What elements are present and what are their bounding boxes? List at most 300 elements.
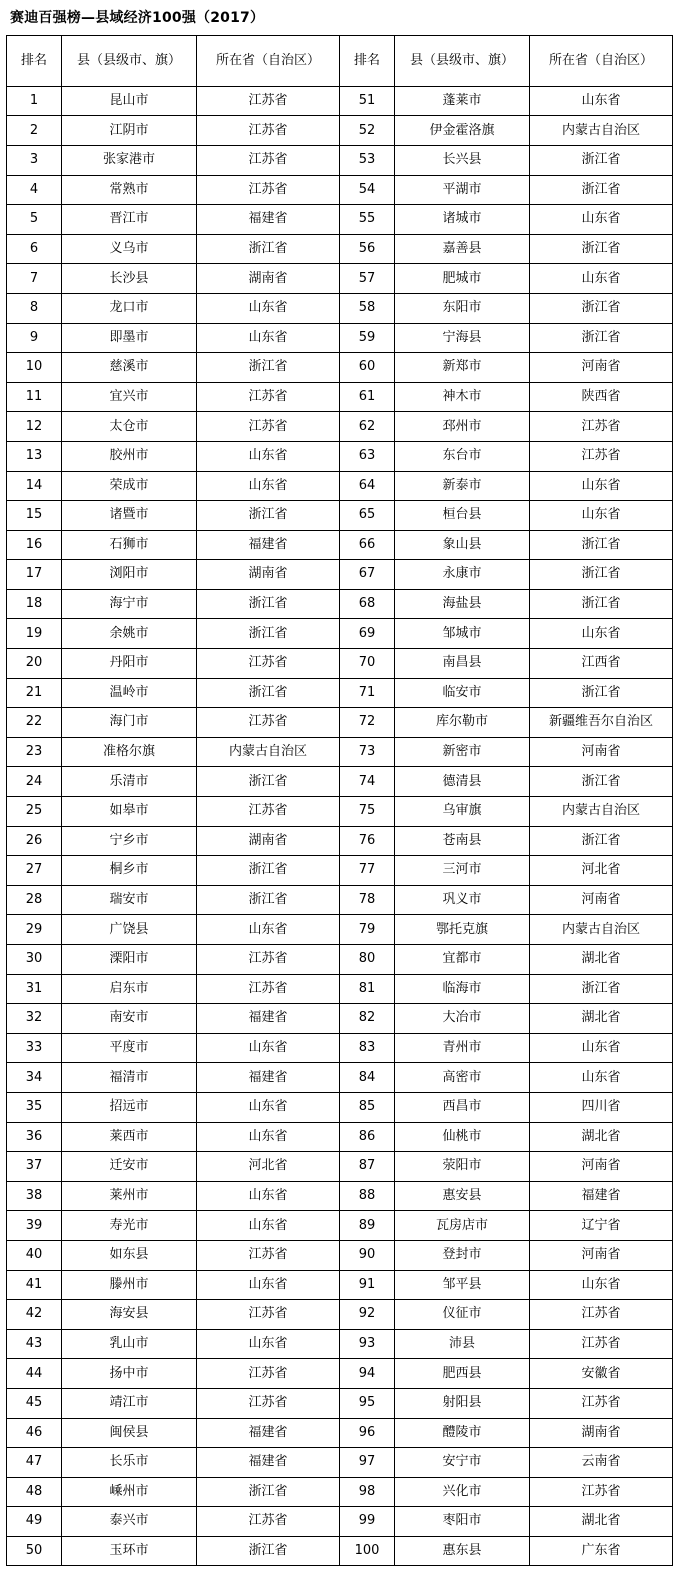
table-row [7,826,673,856]
cell-province-left: 浙江省 [197,353,340,383]
table-row [7,205,673,235]
cell-county-left: 余姚市 [62,619,197,649]
cell-rank-right: 60 [340,353,395,383]
cell-province-right: 山东省 [530,1063,673,1093]
cell-rank-left: 6 [7,234,62,264]
cell-county-right: 乌审旗 [395,797,530,827]
cell-province-left: 浙江省 [197,1536,340,1566]
table-row [7,1240,673,1270]
cell-county-right: 神木市 [395,382,530,412]
table-row [7,501,673,531]
table-row [7,589,673,619]
cell-county-left: 长乐市 [62,1448,197,1478]
cell-rank-right: 77 [340,856,395,886]
cell-province-left: 江苏省 [197,116,340,146]
cell-province-right: 江苏省 [530,412,673,442]
table-row [7,1211,673,1241]
cell-rank-left: 7 [7,264,62,294]
column-header-rank-left: 排名 [7,35,62,86]
cell-rank-left: 31 [7,974,62,1004]
table-row [7,1033,673,1063]
cell-province-left: 江苏省 [197,797,340,827]
header-row [7,35,673,86]
cell-province-right: 河南省 [530,1152,673,1182]
table-row [7,412,673,442]
cell-rank-left: 13 [7,441,62,471]
cell-rank-left: 10 [7,353,62,383]
cell-province-right: 浙江省 [530,560,673,590]
table-row [7,1536,673,1566]
cell-province-left: 山东省 [197,1122,340,1152]
table-row [7,1388,673,1418]
cell-rank-left: 21 [7,678,62,708]
cell-province-left: 江苏省 [197,974,340,1004]
cell-county-right: 临海市 [395,974,530,1004]
cell-county-left: 常熟市 [62,175,197,205]
cell-county-right: 东阳市 [395,293,530,323]
cell-county-right: 三河市 [395,856,530,886]
cell-county-left: 莱州市 [62,1181,197,1211]
cell-province-left: 江苏省 [197,1507,340,1537]
cell-rank-right: 100 [340,1536,395,1566]
cell-rank-left: 32 [7,1004,62,1034]
table-row [7,1270,673,1300]
cell-province-left: 浙江省 [197,234,340,264]
cell-rank-right: 73 [340,737,395,767]
cell-rank-left: 18 [7,589,62,619]
cell-county-left: 南安市 [62,1004,197,1034]
cell-province-left: 江苏省 [197,1240,340,1270]
cell-county-right: 射阳县 [395,1388,530,1418]
cell-county-left: 闽侯县 [62,1418,197,1448]
cell-county-right: 长兴县 [395,145,530,175]
cell-county-right: 荥阳市 [395,1152,530,1182]
table-row [7,1092,673,1122]
cell-province-left: 山东省 [197,1270,340,1300]
cell-rank-right: 63 [340,441,395,471]
table-row [7,708,673,738]
cell-rank-right: 94 [340,1359,395,1389]
cell-county-right: 沛县 [395,1329,530,1359]
cell-province-right: 江苏省 [530,1388,673,1418]
cell-rank-right: 68 [340,589,395,619]
cell-province-left: 江苏省 [197,1388,340,1418]
cell-county-left: 启东市 [62,974,197,1004]
cell-province-right: 河南省 [530,885,673,915]
table-row [7,1300,673,1330]
cell-rank-right: 66 [340,530,395,560]
cell-province-right: 江苏省 [530,1477,673,1507]
cell-rank-left: 39 [7,1211,62,1241]
cell-province-left: 山东省 [197,293,340,323]
cell-rank-right: 70 [340,649,395,679]
table-row [7,1418,673,1448]
cell-province-left: 浙江省 [197,856,340,886]
cell-rank-right: 67 [340,560,395,590]
cell-county-right: 邹平县 [395,1270,530,1300]
cell-rank-left: 28 [7,885,62,915]
cell-rank-right: 99 [340,1507,395,1537]
cell-county-left: 荣成市 [62,471,197,501]
cell-rank-left: 49 [7,1507,62,1537]
cell-county-left: 扬中市 [62,1359,197,1389]
cell-province-left: 山东省 [197,1033,340,1063]
column-header-county-left: 县（县级市、旗） [62,35,197,86]
cell-province-left: 福建省 [197,1004,340,1034]
cell-county-left: 温岭市 [62,678,197,708]
cell-county-right: 仪征市 [395,1300,530,1330]
cell-county-left: 靖江市 [62,1388,197,1418]
cell-rank-left: 40 [7,1240,62,1270]
cell-county-right: 嘉善县 [395,234,530,264]
table-row [7,1477,673,1507]
cell-province-right: 陕西省 [530,382,673,412]
cell-province-right: 内蒙古自治区 [530,116,673,146]
cell-province-right: 山东省 [530,471,673,501]
cell-province-left: 山东省 [197,1329,340,1359]
cell-rank-left: 43 [7,1329,62,1359]
cell-county-left: 宁乡市 [62,826,197,856]
cell-rank-right: 64 [340,471,395,501]
cell-province-left: 浙江省 [197,589,340,619]
cell-county-right: 肥城市 [395,264,530,294]
cell-county-left: 莱西市 [62,1122,197,1152]
cell-rank-left: 44 [7,1359,62,1389]
cell-province-left: 江苏省 [197,1359,340,1389]
cell-rank-right: 62 [340,412,395,442]
cell-county-left: 瑞安市 [62,885,197,915]
cell-county-right: 登封市 [395,1240,530,1270]
table-row [7,293,673,323]
cell-rank-right: 72 [340,708,395,738]
cell-province-left: 江苏省 [197,86,340,116]
cell-county-right: 瓦房店市 [395,1211,530,1241]
cell-rank-right: 76 [340,826,395,856]
cell-rank-right: 87 [340,1152,395,1182]
cell-rank-left: 19 [7,619,62,649]
cell-rank-right: 84 [340,1063,395,1093]
cell-rank-left: 20 [7,649,62,679]
cell-province-right: 山东省 [530,264,673,294]
table-row [7,530,673,560]
cell-county-right: 邳州市 [395,412,530,442]
cell-county-left: 诸暨市 [62,501,197,531]
cell-county-right: 高密市 [395,1063,530,1093]
cell-rank-right: 58 [340,293,395,323]
cell-county-left: 江阴市 [62,116,197,146]
cell-county-right: 兴化市 [395,1477,530,1507]
cell-province-right: 广东省 [530,1536,673,1566]
cell-rank-left: 34 [7,1063,62,1093]
cell-province-right: 江苏省 [530,1329,673,1359]
cell-province-left: 内蒙古自治区 [197,737,340,767]
page-title: 赛迪百强榜—县域经济100强（2017） [10,10,265,26]
cell-county-right: 青州市 [395,1033,530,1063]
table-row [7,1507,673,1537]
cell-rank-right: 74 [340,767,395,797]
cell-province-left: 浙江省 [197,619,340,649]
cell-province-left: 山东省 [197,1211,340,1241]
cell-province-right: 浙江省 [530,234,673,264]
cell-rank-left: 33 [7,1033,62,1063]
cell-county-left: 泰兴市 [62,1507,197,1537]
cell-rank-left: 50 [7,1536,62,1566]
cell-rank-left: 48 [7,1477,62,1507]
cell-province-right: 四川省 [530,1092,673,1122]
cell-rank-right: 96 [340,1418,395,1448]
cell-province-right: 浙江省 [530,145,673,175]
cell-province-left: 江苏省 [197,708,340,738]
cell-province-left: 江苏省 [197,945,340,975]
cell-province-left: 河北省 [197,1152,340,1182]
cell-province-left: 浙江省 [197,885,340,915]
cell-rank-left: 17 [7,560,62,590]
cell-county-left: 乐清市 [62,767,197,797]
table-row [7,1448,673,1478]
cell-rank-left: 35 [7,1092,62,1122]
cell-county-left: 太仓市 [62,412,197,442]
cell-county-right: 东台市 [395,441,530,471]
cell-province-right: 福建省 [530,1181,673,1211]
cell-county-left: 广饶县 [62,915,197,945]
cell-county-right: 诸城市 [395,205,530,235]
cell-province-left: 湖南省 [197,264,340,294]
cell-county-left: 福清市 [62,1063,197,1093]
cell-province-right: 内蒙古自治区 [530,797,673,827]
table-row [7,678,673,708]
table-row [7,797,673,827]
cell-rank-left: 1 [7,86,62,116]
cell-county-left: 滕州市 [62,1270,197,1300]
cell-province-right: 河南省 [530,1240,673,1270]
cell-province-right: 河南省 [530,737,673,767]
cell-county-right: 德清县 [395,767,530,797]
cell-rank-right: 54 [340,175,395,205]
cell-province-left: 山东省 [197,915,340,945]
cell-rank-right: 82 [340,1004,395,1034]
table-row [7,353,673,383]
cell-county-right: 肥西县 [395,1359,530,1389]
cell-rank-right: 95 [340,1388,395,1418]
cell-rank-right: 53 [340,145,395,175]
cell-province-right: 辽宁省 [530,1211,673,1241]
cell-rank-right: 52 [340,116,395,146]
cell-county-right: 鄂托克旗 [395,915,530,945]
cell-county-left: 乳山市 [62,1329,197,1359]
cell-province-right: 山东省 [530,619,673,649]
cell-province-left: 福建省 [197,530,340,560]
cell-rank-right: 65 [340,501,395,531]
cell-rank-left: 30 [7,945,62,975]
cell-province-right: 江西省 [530,649,673,679]
cell-county-right: 平湖市 [395,175,530,205]
cell-county-right: 巩义市 [395,885,530,915]
cell-rank-left: 47 [7,1448,62,1478]
cell-county-left: 玉环市 [62,1536,197,1566]
cell-rank-right: 79 [340,915,395,945]
table-row [7,1152,673,1182]
cell-county-left: 慈溪市 [62,353,197,383]
cell-rank-right: 57 [340,264,395,294]
cell-county-left: 石狮市 [62,530,197,560]
cell-province-right: 山东省 [530,1270,673,1300]
cell-rank-left: 4 [7,175,62,205]
cell-province-right: 浙江省 [530,974,673,1004]
cell-province-left: 湖南省 [197,560,340,590]
table-row [7,1063,673,1093]
cell-rank-left: 12 [7,412,62,442]
cell-province-right: 河南省 [530,353,673,383]
cell-province-right: 湖北省 [530,945,673,975]
cell-county-left: 宜兴市 [62,382,197,412]
cell-rank-right: 81 [340,974,395,1004]
cell-county-left: 龙口市 [62,293,197,323]
table-row [7,1004,673,1034]
cell-province-right: 云南省 [530,1448,673,1478]
cell-province-left: 福建省 [197,1418,340,1448]
cell-county-right: 醴陵市 [395,1418,530,1448]
table-header [7,35,673,86]
cell-county-right: 永康市 [395,560,530,590]
cell-county-left: 平度市 [62,1033,197,1063]
cell-province-right: 山东省 [530,205,673,235]
column-header-province-right: 所在省（自治区） [530,35,673,86]
cell-rank-left: 25 [7,797,62,827]
cell-rank-right: 97 [340,1448,395,1478]
cell-county-right: 象山县 [395,530,530,560]
cell-rank-left: 42 [7,1300,62,1330]
cell-county-left: 溧阳市 [62,945,197,975]
table-row [7,945,673,975]
table-row [7,856,673,886]
cell-province-left: 江苏省 [197,412,340,442]
cell-rank-left: 3 [7,145,62,175]
table-row [7,323,673,353]
table-row [7,1359,673,1389]
cell-county-right: 惠安县 [395,1181,530,1211]
cell-county-right: 仙桃市 [395,1122,530,1152]
cell-county-left: 昆山市 [62,86,197,116]
cell-province-left: 浙江省 [197,501,340,531]
cell-rank-right: 88 [340,1181,395,1211]
cell-county-left: 海门市 [62,708,197,738]
cell-county-right: 伊金霍洛旗 [395,116,530,146]
cell-province-left: 福建省 [197,205,340,235]
cell-province-left: 浙江省 [197,678,340,708]
column-header-county-right: 县（县级市、旗） [395,35,530,86]
cell-province-left: 江苏省 [197,1300,340,1330]
cell-rank-left: 45 [7,1388,62,1418]
cell-rank-left: 37 [7,1152,62,1182]
cell-rank-right: 93 [340,1329,395,1359]
cell-province-left: 浙江省 [197,1477,340,1507]
cell-county-left: 招远市 [62,1092,197,1122]
cell-province-left: 山东省 [197,441,340,471]
cell-county-right: 宜都市 [395,945,530,975]
table-row [7,649,673,679]
cell-county-left: 海安县 [62,1300,197,1330]
cell-province-right: 山东省 [530,1033,673,1063]
cell-rank-left: 24 [7,767,62,797]
cell-rank-left: 41 [7,1270,62,1300]
table-row [7,264,673,294]
cell-rank-left: 9 [7,323,62,353]
cell-rank-right: 83 [340,1033,395,1063]
cell-county-right: 蓬莱市 [395,86,530,116]
cell-county-left: 如东县 [62,1240,197,1270]
cell-rank-left: 14 [7,471,62,501]
cell-county-left: 张家港市 [62,145,197,175]
cell-county-left: 丹阳市 [62,649,197,679]
cell-county-left: 迁安市 [62,1152,197,1182]
cell-rank-right: 78 [340,885,395,915]
cell-county-left: 长沙县 [62,264,197,294]
cell-province-right: 湖南省 [530,1418,673,1448]
table-row [7,234,673,264]
cell-county-right: 新郑市 [395,353,530,383]
cell-county-right: 新密市 [395,737,530,767]
cell-county-right: 库尔勒市 [395,708,530,738]
cell-county-right: 桓台县 [395,501,530,531]
cell-province-right: 山东省 [530,501,673,531]
cell-rank-right: 89 [340,1211,395,1241]
cell-county-right: 南昌县 [395,649,530,679]
cell-rank-left: 11 [7,382,62,412]
cell-province-right: 浙江省 [530,323,673,353]
cell-county-right: 惠东县 [395,1536,530,1566]
cell-rank-right: 55 [340,205,395,235]
table-row [7,145,673,175]
cell-rank-right: 75 [340,797,395,827]
cell-county-left: 嵊州市 [62,1477,197,1507]
cell-county-left: 义乌市 [62,234,197,264]
cell-province-right: 浙江省 [530,530,673,560]
table-body [7,86,673,1566]
cell-rank-left: 15 [7,501,62,531]
cell-county-left: 晋江市 [62,205,197,235]
cell-rank-left: 22 [7,708,62,738]
cell-province-right: 安徽省 [530,1359,673,1389]
cell-rank-left: 38 [7,1181,62,1211]
cell-county-right: 西昌市 [395,1092,530,1122]
county-economy-ranking-table [6,35,673,1567]
cell-rank-right: 92 [340,1300,395,1330]
column-header-province-left: 所在省（自治区） [197,35,340,86]
cell-province-right: 河北省 [530,856,673,886]
cell-province-left: 江苏省 [197,649,340,679]
cell-rank-right: 90 [340,1240,395,1270]
cell-rank-right: 59 [340,323,395,353]
table-row [7,767,673,797]
cell-province-left: 福建省 [197,1448,340,1478]
cell-province-right: 内蒙古自治区 [530,915,673,945]
cell-rank-right: 86 [340,1122,395,1152]
table-row [7,560,673,590]
cell-county-right: 苍南县 [395,826,530,856]
cell-province-left: 山东省 [197,471,340,501]
cell-rank-left: 2 [7,116,62,146]
cell-county-left: 桐乡市 [62,856,197,886]
cell-province-left: 江苏省 [197,145,340,175]
table-row [7,737,673,767]
cell-county-left: 海宁市 [62,589,197,619]
cell-rank-right: 56 [340,234,395,264]
cell-rank-right: 91 [340,1270,395,1300]
cell-rank-right: 80 [340,945,395,975]
cell-rank-left: 36 [7,1122,62,1152]
cell-rank-left: 27 [7,856,62,886]
table-row [7,619,673,649]
